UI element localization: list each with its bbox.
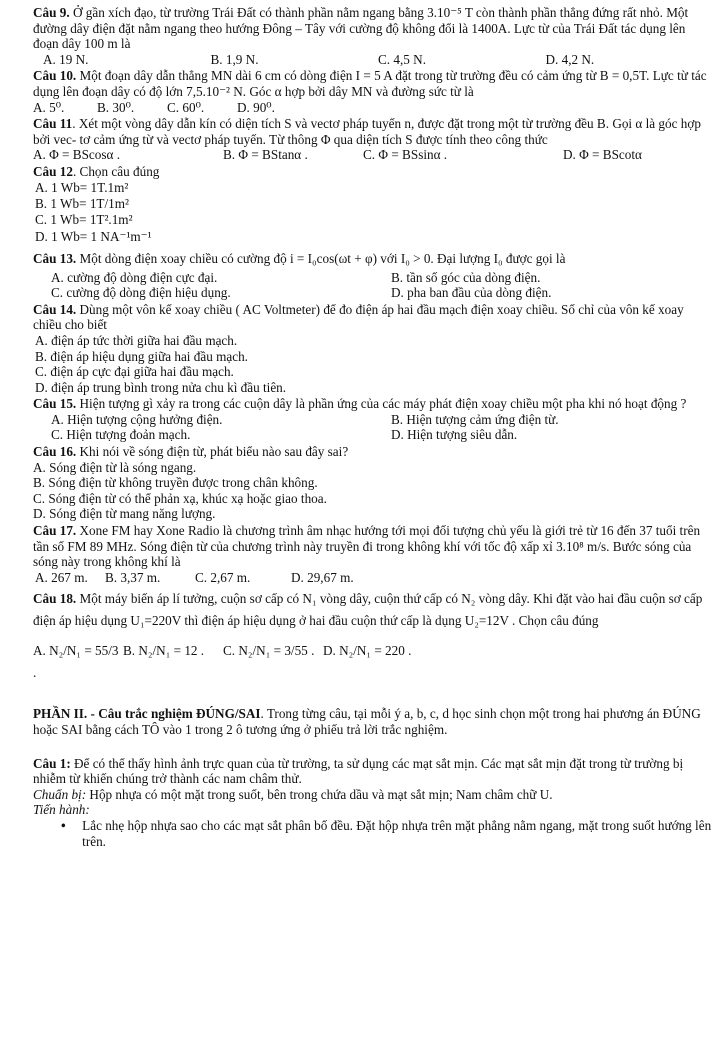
option-b: B. Sóng điện từ không truyền được trong chân không.	[33, 475, 318, 491]
option-d: D. N₂/N₁ = 220 .	[323, 643, 412, 659]
option-c: C. 60⁰.	[167, 99, 205, 115]
option-b: B. điện áp hiệu dụng giữa hai đầu mạch.	[35, 348, 248, 364]
option-a: A. Φ = BScosα .	[33, 147, 121, 163]
exam-page	[33, 4, 713, 849]
option-a: A. 267 m.	[35, 569, 88, 585]
option-b: B. 30⁰.	[97, 99, 135, 115]
question-text: Để có thể thấy hình ảnh trực quan của từ trường, ta sử dụng các mạt sắt mịn. Các mạt sắt mịn đặt trong từ trường bị nhiễm từ khiến chúng trở thành các nam châm thử.	[33, 755, 684, 787]
question-10	[33, 68, 713, 115]
question-number: Câu 9.	[33, 5, 70, 20]
option-a: A. 1 Wb= 1T.1m²	[35, 179, 129, 195]
option-b: B. Hiện tượng cảm ứng điện từ.	[391, 411, 559, 427]
option-a: A. 19 N.	[43, 51, 89, 67]
prep-text: Hộp nhựa có một mặt trong suốt, bên trong chứa dầu và mạt sắt mịn; Nam châm chữ U.	[86, 786, 553, 802]
question-9	[33, 5, 713, 67]
option-c: C. điện áp cực đại giữa hai đầu mạch.	[35, 364, 234, 380]
question-number: Câu 1:	[33, 755, 71, 771]
question-text: Một đoạn dây dẫn thẳng MN dài 6 cm có dòng điện I = 5 A đặt trong từ trường đều có cảm ứng từ B = 0,5T. Lực từ tác dụng lên đoạn dây có độ lớn 7,5.10⁻² N. Góc α hợp bởi dây MN và đường sức từ là	[33, 68, 707, 99]
option-a: A. điện áp tức thời giữa hai đầu mạch.	[35, 332, 238, 348]
part-2-question-1	[33, 756, 713, 850]
question-15	[33, 396, 713, 443]
question-text: . Chọn câu đúng	[72, 163, 160, 179]
option-a: A. Hiện tượng cộng hưởng điện.	[51, 411, 223, 427]
question-14	[33, 302, 713, 396]
section-title: PHẦN II. - Câu trắc nghiệm ĐÚNG/SAI	[33, 706, 261, 722]
question-number: Câu 11	[33, 116, 73, 132]
option-d: D. điện áp trung bình trong nửa chu kì đầu tiên.	[35, 379, 287, 395]
bullet-icon: •	[61, 817, 66, 833]
question-text: Khi nói về sóng điện từ, phát biểu nào sau đây sai?	[79, 444, 349, 460]
option-a: A. cường độ dòng điện cực đại.	[51, 269, 218, 285]
option-b: B. N₂/N₁ = 12 .	[123, 643, 205, 659]
option-c: C. 4,5 N.	[378, 51, 426, 67]
prep-label: Chuẩn bị:	[33, 786, 87, 802]
section-text: . Trong từng câu, tại mỗi ý a, b, c, d học sinh chọn một trong hai phương án ĐÚNG hoặc SAI bằng cách TÔ vào 1 trong 2 ô tương ứng ở phiếu trả lời trắc nghiệm.	[33, 706, 701, 737]
question-number: Câu 18.	[33, 591, 77, 607]
option-d: D. 90⁰.	[237, 99, 275, 115]
option-c: C. Sóng điện từ có thể phản xạ, khúc xạ hoặc giao thoa.	[33, 490, 327, 506]
option-d: D. pha ban đầu của dòng điện.	[391, 285, 552, 301]
question-text: Ở gần xích đạo, từ trường Trái Đất có thành phần nằm ngang bằng 3.10⁻⁵ T còn thành phần thẳng đứng rất nhỏ. Một đường dây điện đặt nằm ngang theo hướng Đông – Tây với cường độ không đổi là 1400A. Lực từ của Trái Đất tác dụng lên đoạn dây 100 m là	[33, 5, 689, 52]
question-number: Câu 17.	[33, 523, 77, 539]
procedure-label: Tiến hành:	[33, 802, 90, 818]
option-b: B. 1,9 N.	[210, 51, 259, 67]
question-number: Câu 16.	[33, 444, 77, 460]
question-text: Một máy biến áp lí tưởng, cuộn sơ cấp có N₁ vòng dây, cuộn thứ cấp có N₂ vòng dây. Khi đặt vào hai đầu cuộn sơ cấp điện áp hiệu dụng U₁=220V thì điện áp hiệu dụng ở hai đầu cuộn thứ cấp là dụng U₂=12V . Chọn câu đúng	[33, 591, 703, 629]
option-d: D. 4,2 N.	[545, 51, 595, 67]
question-13	[33, 250, 713, 301]
question-18	[33, 588, 713, 684]
question-number: Câu 15.	[33, 396, 77, 412]
option-d: D. 29,67 m.	[291, 569, 354, 585]
option-a: A. 5⁰.	[33, 99, 65, 115]
option-d: D. Hiện tượng siêu dẫn.	[391, 427, 518, 443]
question-number: Câu 12	[33, 163, 73, 179]
option-c: C. Φ = BSsinα .	[363, 147, 448, 163]
question-number: Câu 13.	[33, 250, 77, 266]
option-d: D. Sóng điện từ mang năng lượng.	[33, 506, 216, 522]
question-16	[33, 444, 713, 522]
option-a: A. N₂/N₁ = 55/3 .	[33, 643, 119, 681]
option-c: C. 1 Wb= 1T².1m²	[35, 211, 133, 227]
option-b: B. 3,37 m.	[105, 569, 161, 585]
option-c: C. 2,67 m.	[195, 569, 251, 585]
procedure-step	[33, 818, 713, 849]
option-c: C. N₂/N₁ = 3/55 .	[223, 643, 315, 659]
question-text: Hiện tượng gì xảy ra trong các cuộn dây là phần ứng của các máy phát điện xoay chiều một pha khi nó hoạt động ?	[79, 396, 687, 412]
option-d: D. 1 Wb= 1 NA⁻¹m⁻¹	[35, 228, 152, 244]
option-d: D. Φ = BScotα	[563, 147, 642, 163]
procedure-step-text: Lắc nhẹ hộp nhựa sao cho các mạt sắt phân bố đều. Đặt hộp nhựa trên mặt phẳng nằm ngang, mặt trong suốt hướng lên trên.	[82, 817, 712, 849]
option-a: A. Sóng điện từ là sóng ngang.	[33, 459, 197, 475]
question-17	[33, 523, 713, 585]
question-text: Một dòng điện xoay chiều có cường độ i = I₀cos(ωt + φ) với I₀ > 0. Đại lượng I₀ được gọi là	[79, 250, 566, 266]
option-b: B. tần số góc của dòng điện.	[391, 269, 541, 285]
question-text: . Xét một vòng dây dẫn kín có diện tích S và vectơ pháp tuyến n, được đặt trong một từ trường đều B. Gọi α là góc hợp bởi vec- tơ cảm ứng từ và vectơ pháp tuyến. Từ thông Φ qua diện tích S được tính theo công thức	[33, 116, 701, 147]
option-c: C. cường độ dòng điện hiệu dụng.	[51, 285, 231, 301]
part-2-instructions	[33, 706, 713, 737]
question-12	[33, 164, 713, 246]
option-b: B. Φ = BStanα .	[223, 147, 308, 163]
option-c: C. Hiện tượng đoản mạch.	[51, 427, 191, 443]
question-text: Dùng một vôn kế xoay chiều ( AC Voltmeter) để đo điện áp hai đầu mạch điện xoay chiều. Số chỉ của vôn kế xoay chiều cho biết	[33, 301, 684, 333]
question-number: Câu 10.	[33, 68, 77, 84]
question-text: Xone FM hay Xone Radio là chương trình âm nhạc hướng tới mọi đối tượng chủ yếu là giới trẻ từ 16 đến 37 tuổi trên tần số FM 89 MHz. Sóng điện từ của chương trình này truyền đi trong không khí với tốc độ xấp xỉ 3.10⁸ m/s. Bước sóng của sóng này trong không khí là	[33, 523, 701, 570]
option-b: B. 1 Wb= 1T/1m²	[35, 195, 129, 211]
question-11	[33, 116, 713, 163]
question-number: Câu 14.	[33, 301, 77, 317]
